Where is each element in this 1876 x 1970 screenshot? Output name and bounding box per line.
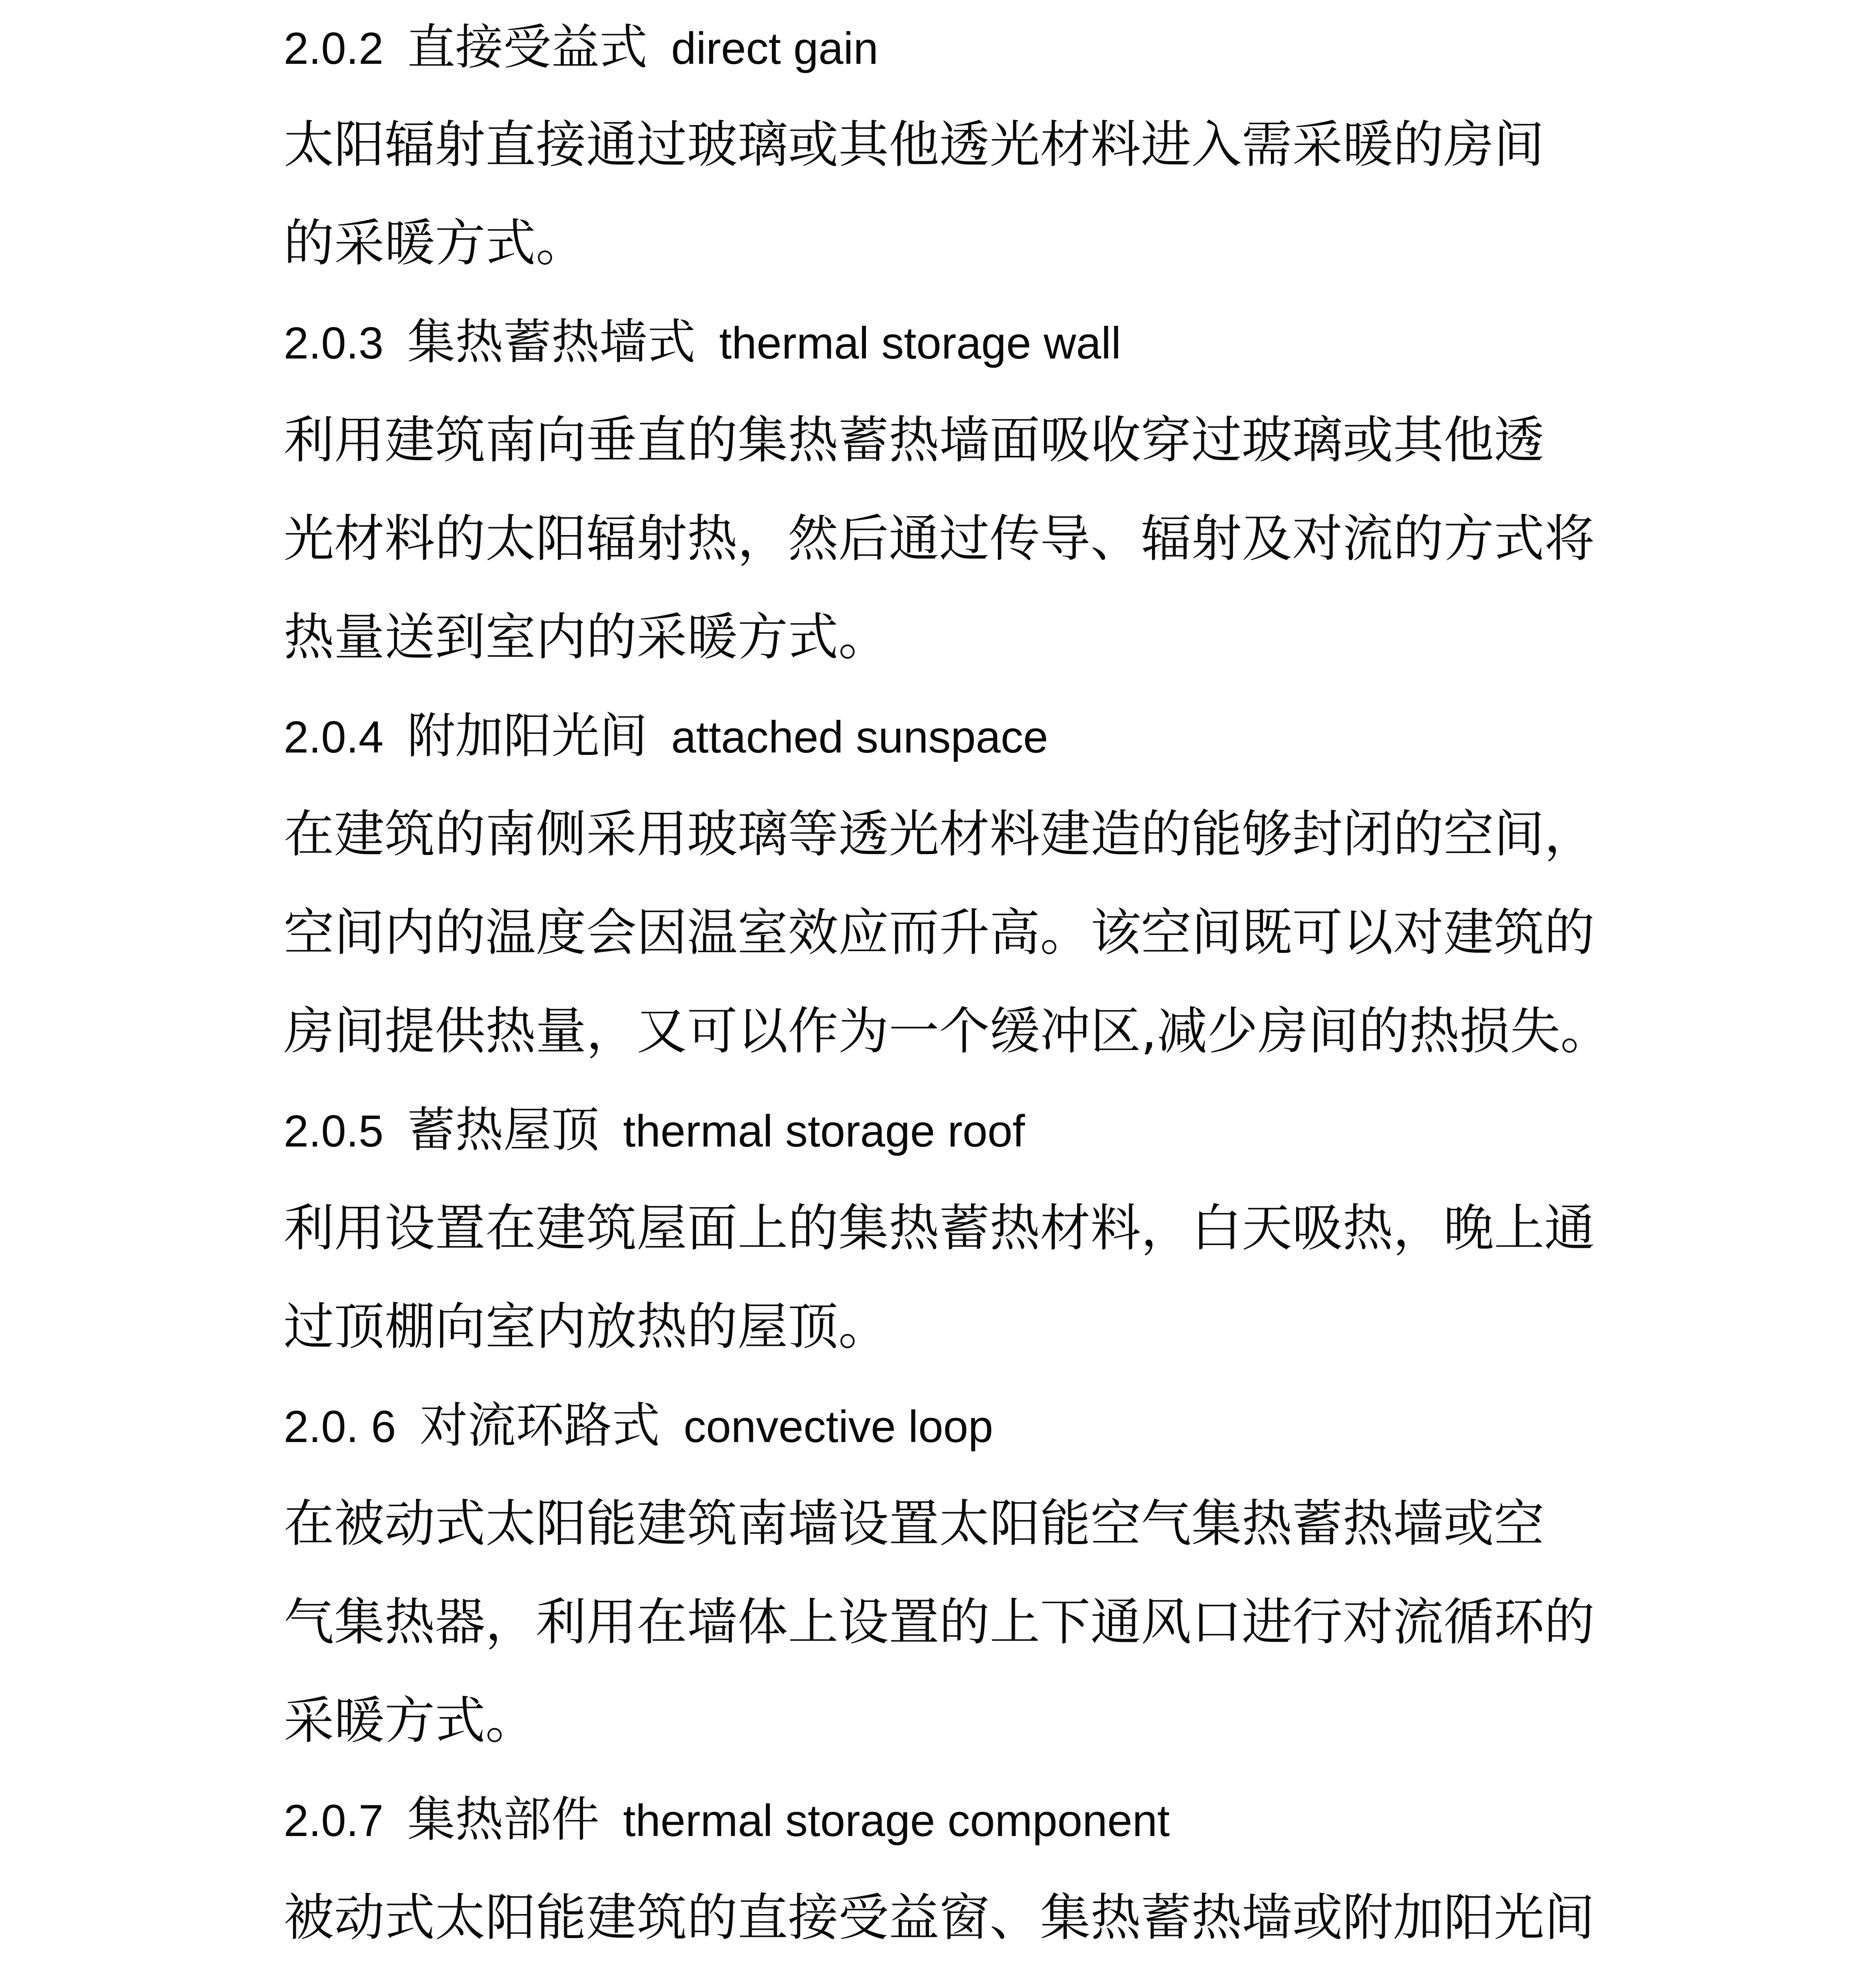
term-english: thermal storage roof bbox=[623, 1106, 1025, 1156]
section-heading-2-0-7 bbox=[284, 1788, 1170, 1853]
section-number: 2.0.5 bbox=[284, 1106, 384, 1156]
paragraph-line: 空间内的温度会因温室效应而升高。该空间既可以对建筑的 bbox=[284, 903, 1595, 962]
term-english: direct gain bbox=[671, 24, 879, 74]
section-number: 2.0.4 bbox=[284, 712, 384, 762]
paragraph-line: 利用建筑南向垂直的集热蓄热墙面吸收穿过玻璃或其他透 bbox=[284, 411, 1545, 470]
section-number: 2.0. 6 bbox=[284, 1402, 396, 1452]
term-chinese: 附加阳光间 bbox=[407, 708, 648, 764]
paragraph-line: 被动式太阳能建筑的直接受益窗、集热蓄热墙或附加阳光间 bbox=[284, 1888, 1595, 1947]
paragraph-line: 在被动式太阳能建筑南墙设置太阳能空气集热蓄热墙或空 bbox=[284, 1494, 1545, 1553]
paragraph-line: 气集热器，利用在墙体上设置的上下通风口进行对流循环的 bbox=[284, 1593, 1595, 1652]
section-heading-2-0-3 bbox=[284, 310, 1121, 375]
paragraph-line: 利用设置在建筑屋面上的集热蓄热材料，白天吸热，晚上通 bbox=[284, 1199, 1595, 1258]
term-chinese: 集热部件 bbox=[407, 1792, 600, 1847]
term-chinese: 集热蓄热墙式 bbox=[407, 314, 696, 370]
section-number: 2.0.7 bbox=[284, 1796, 384, 1846]
term-chinese: 直接受益式 bbox=[407, 19, 648, 75]
term-english: convective loop bbox=[684, 1402, 994, 1452]
term-english: attached sunspace bbox=[671, 712, 1048, 762]
paragraph-line: 房间提供热量，又可以作为一个缓冲区,减少房间的热损失。 bbox=[284, 1002, 1611, 1061]
section-number: 2.0.2 bbox=[284, 24, 384, 74]
paragraph-line: 过顶棚向室内放热的屋顶。 bbox=[284, 1297, 889, 1356]
term-chinese: 蓄热屋顶 bbox=[407, 1102, 600, 1158]
section-heading-2-0-2 bbox=[284, 16, 879, 80]
section-number: 2.0.3 bbox=[284, 318, 384, 368]
section-heading-2-0-6 bbox=[284, 1394, 993, 1459]
paragraph-line: 采暖方式。 bbox=[284, 1691, 536, 1750]
paragraph-line: 的采暖方式。 bbox=[284, 214, 587, 273]
paragraph-line: 在建筑的南侧采用玻璃等透光材料建造的能够封闭的空间， bbox=[284, 805, 1595, 864]
section-heading-2-0-5 bbox=[284, 1098, 1025, 1163]
paragraph-line: 太阳辐射直接通过玻璃或其他透光材料进入需采暖的房间 bbox=[284, 115, 1545, 174]
term-english: thermal storage component bbox=[623, 1796, 1170, 1846]
paragraph-line: 光材料的太阳辐射热，然后通过传导、辐射及对流的方式将 bbox=[284, 509, 1595, 568]
section-heading-2-0-4 bbox=[284, 704, 1048, 769]
term-chinese: 对流环路式 bbox=[420, 1398, 660, 1453]
paragraph-line: 热量送到室内的采暖方式。 bbox=[284, 608, 889, 667]
term-english: thermal storage wall bbox=[719, 318, 1121, 368]
